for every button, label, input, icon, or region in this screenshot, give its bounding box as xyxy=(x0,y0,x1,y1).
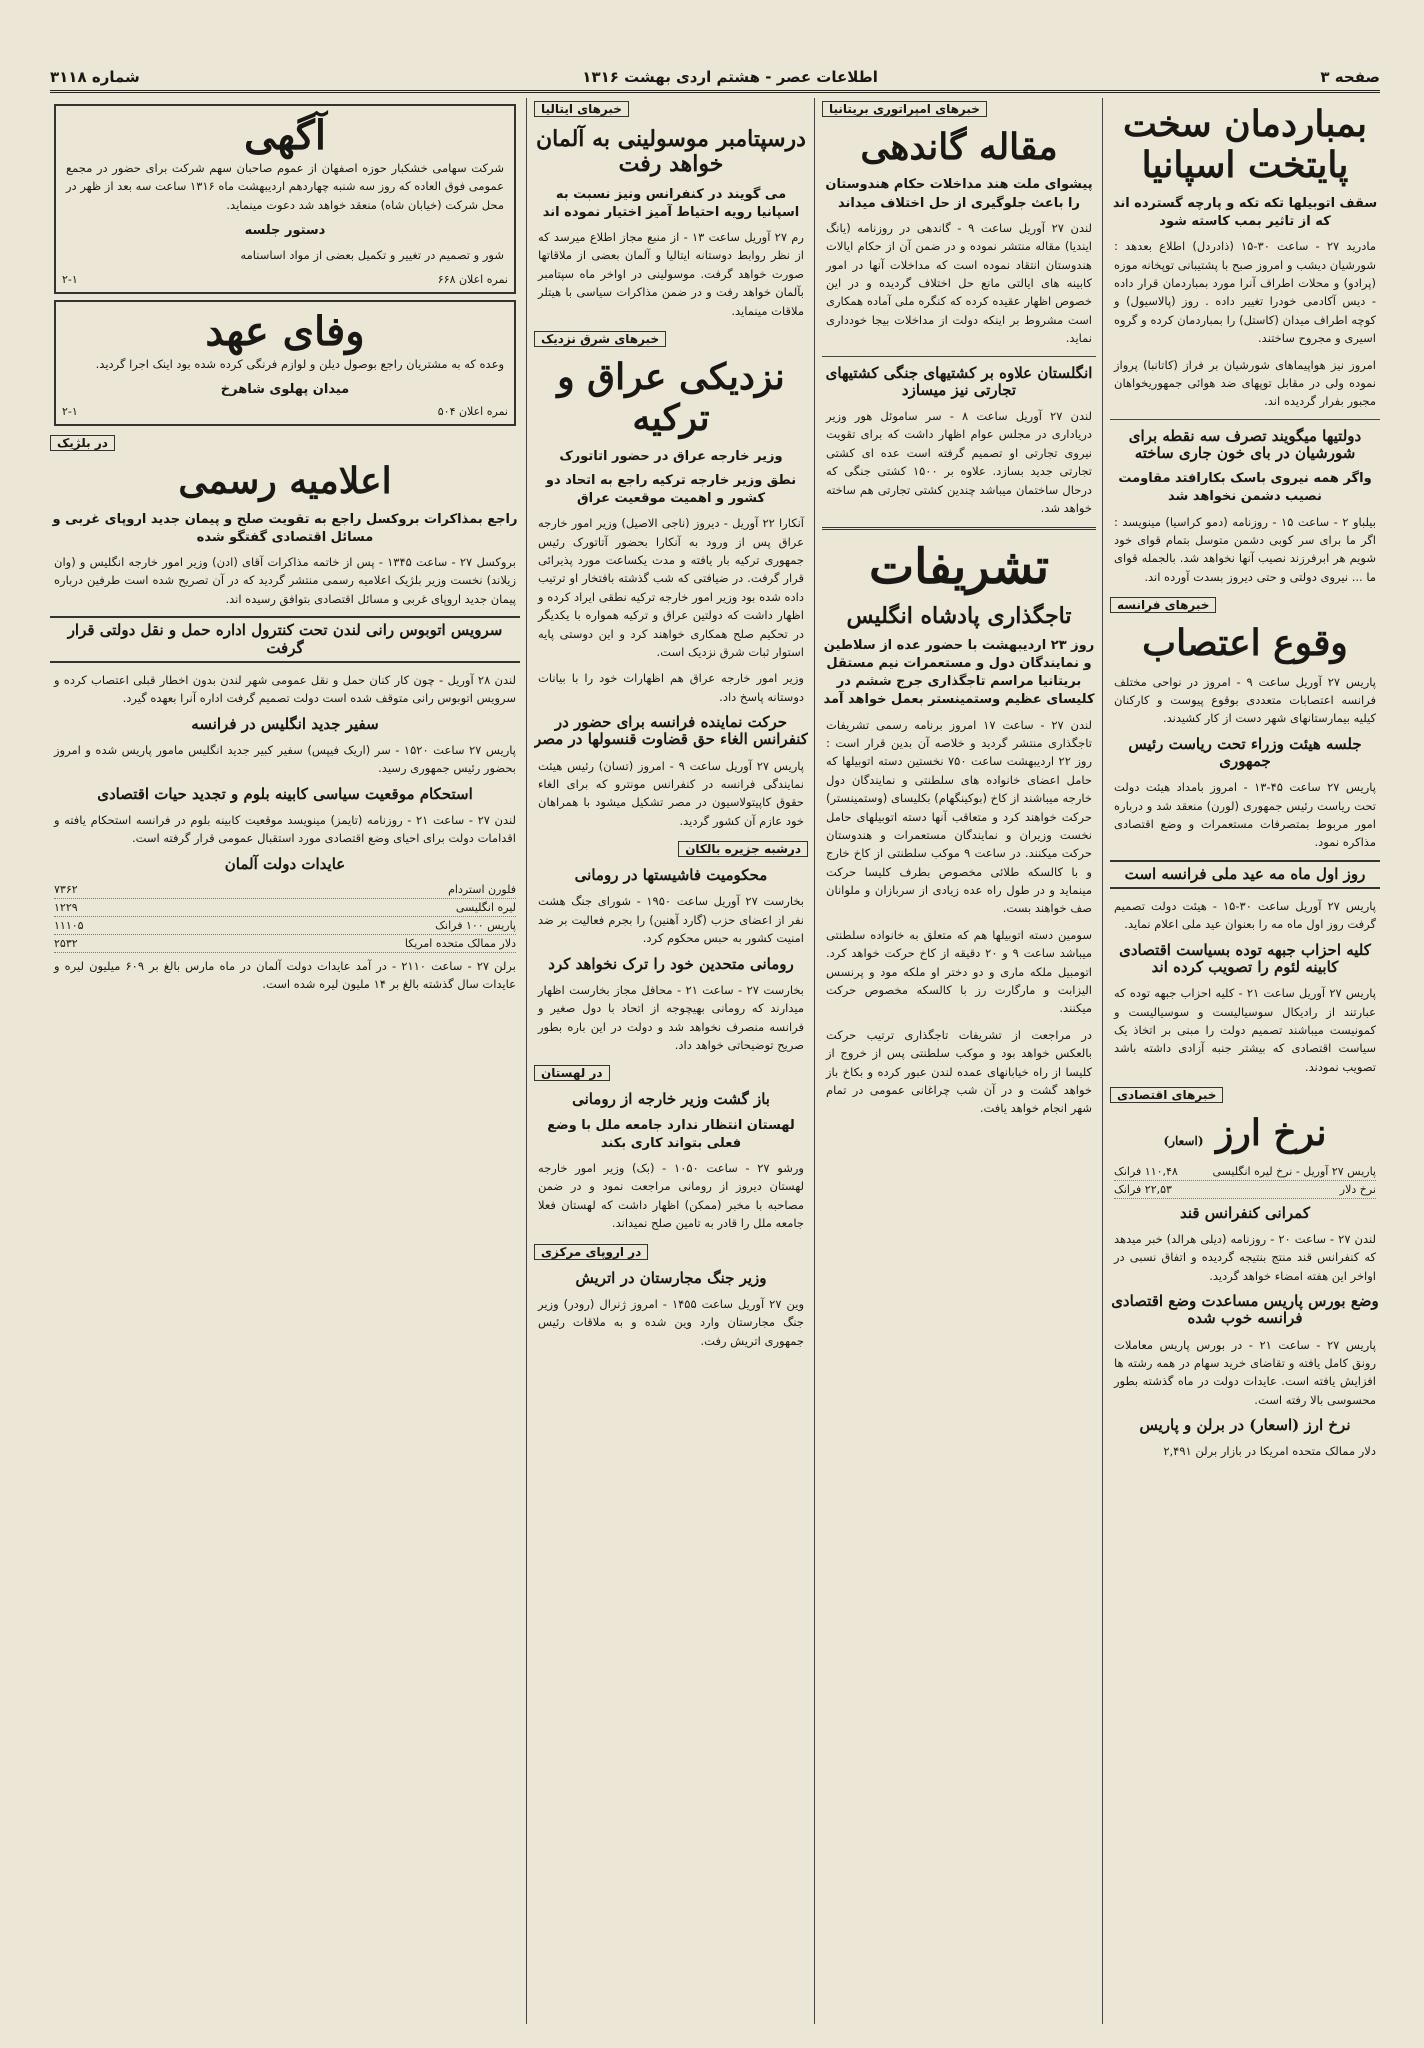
headline-sugar-conference: کمرانی کنفرانس قند xyxy=(1180,1203,1310,1222)
article-blum-cabinet: لندن ۲۷ - ساعت ۲۱ - روزنامه (تایمز) مینویسد موقعیت کابینه بلوم در فرانسه استحکام یافته و اقدامات دولت برای احیای وضع اقتصادی مورد استقبال عمومی قرار گرفته است. xyxy=(54,812,516,846)
headline-popular-front: کلیه احزاب جبهه توده بسیاست اقتصادی کابینه لئوم را تصویب کرده اند xyxy=(1119,940,1371,977)
column-spain-france xyxy=(1110,98,1380,2024)
section-tag-central-europe: در اروپای مرکزی xyxy=(534,1244,648,1260)
article-romania-allies: بخارست ۲۷ - ساعت ۲۱ - محافل مجاز بخارست اظهار میدارند که رومانی بهیچوجه از اتحاد با دول صغیر و فرانسه منصرف نخواهد شد و دولت در این باره بطور صریح توضیحاتی خواهد داد. xyxy=(538,982,804,1053)
headline-german-revenue: عایدات دولت آلمان xyxy=(224,854,346,873)
article-german-revenue: برلن ۲۷ - ساعت ۲۱۱۰ - در آمد عایدات دولت آلمان در ماه مارس بالغ بر ۶۰۹ میلیون لیره و عایدات سال گذشته بالغ بر ۱۴ ملیون لیره شده است. xyxy=(54,958,516,992)
article-mussolini: رم ۲۷ آوریل ساعت ۱۳ - از منبع مجاز اطلاع میرسد که از نظر روابط دوستانه ایتالیا و آلمان بعضی از ملاقاتها صورت خواهد گرفت. موسولینی در اواخر ماه سپتامبر بآلمان خواهد رفت و در ضمن مذاکرات سیاسی با هیتلر ملاقات مینماید. xyxy=(538,229,804,318)
currency-label: دلار ممالک متحده امریکا xyxy=(404,936,516,950)
ad-footer xyxy=(62,273,508,286)
advertisement-promise xyxy=(54,300,516,427)
headline-bilbao: دولتیها میگویند تصرف سه نقطه برای شورشیان در بای خون جاری ساخته xyxy=(1128,426,1362,462)
ad-number: نمره اعلان ۶۶۸ xyxy=(437,272,508,286)
headline-exchange-rate-text: نرخ ارز xyxy=(1216,1112,1327,1155)
article-berlin-rates: دلار ممالک متحده امریکا در بازار برلن ۲,۴۹۱ xyxy=(1163,1444,1376,1459)
headline-poland-minister: باز گشت وزیر خارجه از رومانی xyxy=(572,1090,770,1109)
paper-date-line: اطلاعات عصر - هشتم اردی بهشت ۱۳۱۶ xyxy=(582,68,878,86)
headline-madrid-bombing: بمباردمان سخت پایتخت اسپانیا xyxy=(1122,103,1368,187)
currency-label: فلورن استردام xyxy=(448,882,516,896)
headline-romania-fascists: محکومیت فاشیستها در رومانی xyxy=(574,866,768,885)
page-number: صفحه ۳ xyxy=(1320,68,1380,86)
tag-wrapper xyxy=(534,1062,808,1085)
subhead-iraq-turkey-2: نطق وزیر خارجه ترکیه راجع به اتحاد دو کشور و اهمیت موقعیت عراق xyxy=(545,472,797,507)
subhead-official-statement: راجع بمذاکرات بروکسل راجع به تقویت صلح و پیمان جدید اروپای غربی و مسائل اقتصادی گفتگو شده xyxy=(52,511,518,545)
table-row xyxy=(1114,1181,1376,1199)
currency-label: لیره انگلیسی xyxy=(455,900,516,914)
divider xyxy=(1110,419,1380,420)
tag-wrapper xyxy=(534,1241,808,1264)
rate-label: پاریس ۲۷ آوریل - نرخ لیره انگلیسی xyxy=(1212,1164,1376,1178)
column-rule xyxy=(1102,98,1103,2024)
advertisement-notice xyxy=(54,104,516,294)
columns xyxy=(50,98,1380,2024)
ad-code: ۲-۱ xyxy=(62,272,78,286)
column-italy-neareast xyxy=(534,98,808,2024)
article-sugar-conference: لندن ۲۷ - ساعت ۲۰ - روزنامه (دیلی هرالد) خبر میدهد که کنفرانس قند منتج بنتیجه گردیده و اتفاق نسبی در اواخر این هفته امضاء خواهد گردید. xyxy=(1114,1231,1376,1283)
tag-wrapper xyxy=(1110,1084,1380,1107)
rate-label: نرخ دلار xyxy=(1339,1182,1376,1196)
section-tag-britain: خبرهای امپراتوری بریتانیا xyxy=(822,101,987,117)
headline-iraq-turkey: نزدیکی عراق و ترکیه xyxy=(557,355,785,440)
table-row xyxy=(54,917,516,935)
table-row xyxy=(54,935,516,953)
article-coronation-2: سومین دسته اتوبیلها هم که متعلق به خانواده سلطنتی میباشد ساعت ۹ و ۲۰ دقیقه از کاخ حرکت خواهد کرد. اتومبیل ملکه ماری و دو دختر او ملکه مود و پرنسس الیزابت و مارگارت رز با کالسکه مخصوص حرکت میکنند. xyxy=(826,927,1092,1016)
divider xyxy=(822,527,1096,530)
headline-cabinet-meeting: جلسه هیئت وزراء تحت ریاست رئیس جمهوری xyxy=(1128,734,1362,770)
headline-exchange-rate-sub: (اسعار) xyxy=(1163,1134,1204,1149)
article-paris-bourse: پاریس ۲۷ - ساعت ۲۱ - در بورس پاریس معاملات رونق کامل یافته و تقاضای خرید سهام در همه رشته ها افزایش یافته است. عایدات دولت در ماه گذشته بطور محسوسی بالا رفته است. xyxy=(1114,1337,1376,1407)
subhead-madrid: سقف اتوبیلها تکه تکه و پارچه گسترده اند که از تاثیر بمب کاسته شود xyxy=(1112,195,1378,229)
ad-code: ۲-۱ xyxy=(62,405,78,419)
article-romania-fascists: بخارست ۲۷ آوریل ساعت ۱۹۵۰ - شورای جنگ هشت نفر از اعضای حزب (گارد آهنین) را بجرم فعالیت بر ضد امنیت کشور به حبس محکوم کرد. xyxy=(538,894,804,946)
ad-body-promise: وعده که به مشتریان راجع بوصول دیلن و لوازم فرنگی کرده شده بود اینک اجرا گردید. xyxy=(95,356,504,371)
headline-london-bus: سرویس اتوبوس رانی لندن تحت کنترول اداره حمل و نقل دولتی قرار گرفت xyxy=(50,616,520,663)
article-official-statement: بروکسل ۲۷ - ساعت ۱۳۴۵ - پس از خاتمه مذاکرات آقای (ادن) وزیر امور خارجه انگلیس و (وان زیلاند) نخست وزیر بلژیک اعلامیه رسمی منتشر گردید که در آن تصریح شده است طرفین درباره پیمان جدید اروپای غربی و مسائل اقتصادی بتوافق رسیده اند. xyxy=(54,555,516,606)
tag-wrapper xyxy=(1110,594,1380,617)
rate-value: ۲۲,۵۳ فرانک xyxy=(1114,1182,1172,1196)
section-tag-poland: در لهستان xyxy=(534,1065,610,1081)
section-tag-economy: خبرهای اقتصادی xyxy=(1110,1087,1223,1103)
headline-merchant-ships: انگلستان علاوه بر کشتیهای جنگی کشتیهای تجارتی نیز میسازد xyxy=(825,363,1093,399)
article-popular-front: پاریس ۲۷ آوریل ساعت ۲۱ - کلیه احزاب جبهه توده که عبارتند از رادیکال سوسیالیست و سوسیالیست و کمونیست میباشند تصمیم دولت را مبنی بر اتخاذ یک سیاست اقتصادی که بیشتر جنبه آزادی داشته باشد تصویب نمودند. xyxy=(1114,986,1376,1074)
column-rule xyxy=(526,98,527,2024)
article-hungary-minister: وین ۲۷ آوریل ساعت ۱۴۵۵ - امروز ژنرال (رودر) وزیر جنگ مجارستان وارد وین شده و به ملاقات رئیس جمهوری اتریش رفت. xyxy=(538,1296,804,1348)
article-new-ambassador: پاریس ۲۷ ساعت ۱۵۲۰ - سر (اریک فیپس) سفیر کبیر جدید انگلیس مامور پاریس شده و امروز بحضور رئیس جمهوری رسید. xyxy=(54,742,517,776)
currency-label: پاریس ۱۰۰ فرانک xyxy=(435,918,516,932)
ad-agenda-title: دستور جلسه xyxy=(244,223,326,239)
ad-title-promise: وفای عهد xyxy=(205,307,365,355)
tag-wrapper xyxy=(50,432,520,455)
article-iraq-turkey-2: وزیر امور خارجه عراق هم اظهارات خود را با بیانات دوستانه پاسخ داد. xyxy=(538,671,804,704)
masthead xyxy=(50,64,1380,93)
ad-title-notice: آگهی xyxy=(244,112,326,159)
headline-berlin-rates: نرخ ارز (اسعار) در برلن و پاریس xyxy=(1139,1416,1351,1435)
article-strike: پاریس ۲۷ آوریل ساعت ۹ - امروز در نواحی مختلف فرانسه اعتصابات متعددی بوقوع پیوست و کارکنان کیلیه بیمارستانهای شهر دست از کار کشیدند. xyxy=(1114,674,1376,726)
article-london-bus: لندن ۲۸ آوریل - چون کار کنان حمل و نقل عمومی شهر لندن بدون اخطار قبلی اعتصاب کرده و سرویس اتوبوس رانی متوقف شده است دولت تصمیم گرفت اداره آنرا بعهده گیرد. xyxy=(54,672,516,706)
headline-egypt-conference: حرکت نماینده فرانسه برای حضور در کنفرانس الغاء حق قضاوت قنسولها در مصر xyxy=(534,713,808,749)
divider xyxy=(822,356,1096,357)
headline-blum-cabinet: استحکام موقعیت سیاسی کابینه بلوم و تجدید حیات اقتصادی xyxy=(97,784,473,803)
article-may-day: پاریس ۲۷ آوریل ساعت ۳۰-۱۵ - هیئت دولت تصمیم گرفت روز اول ماه مه را بعنوان عید ملی اعلام نماید. xyxy=(1114,898,1376,932)
headline-may-day: روز اول ماه مه عید ملی فرانسه است xyxy=(1110,860,1380,889)
currency-value: ۲۵۳۲ xyxy=(54,936,78,950)
subhead-gandhi: پیشوای ملت هند مداخلات حکام هندوستان را باعث جلوگیری از حل اختلاف میداند xyxy=(825,177,1093,211)
rate-value: ۱۱۰,۴۸ فرانک xyxy=(1114,1164,1178,1178)
ad-agenda: شور و تصمیم در تغییر و تکمیل بعضی از مواد اساسنامه xyxy=(240,248,504,263)
subhead-bilbao: واگر همه نیروی باسک بکارافتد مقاومت نصیب دشمن نخواهد شد xyxy=(1118,471,1372,505)
currency-value: ۱۱۱۰۵ xyxy=(54,918,84,932)
article-madrid-2: امروز نیز هواپیماهای شورشیان بر فراز (کاتانبا) پرواز نموده ولی در مقابل توپهای ضد هوائی جمهوریخواهان مجبور بفرار گردیده اند. xyxy=(1114,357,1376,409)
article-madrid: مادرید ۲۷ - ساعت ۳۰-۱۵ (ذادردل) اطلاع بعدهد : شورشیان دیشب و امروز صبح با پشتیبانی توپخانه موزه (پرادو) و محلات اطراف آنرا مورد بمباردمان قرار داده - دیس آکادمی خودرا تغییر داده . روز (پالاسیول) و کوچه اطراف میدان (کاستل) را بمباردمان کرده و گروه اسیری و مجروح ساختند. xyxy=(1114,239,1376,346)
tag-wrapper xyxy=(534,838,808,861)
article-cabinet-meeting: پاریس ۲۷ ساعت ۴۵-۱۳ - امروز بامداد هیئت دولت تحت ریاست رئیس جمهوری (لورن) منعقد شد و درباره امور مربوط بمتصرفات مستعمرات و وضع اقتصادی مذاکره نمود. xyxy=(1114,780,1376,850)
section-tag-italy: خبرهای ایتالیا xyxy=(534,101,629,117)
ad-footer xyxy=(62,405,508,418)
article-egypt-conference: پاریس ۲۷ آوریل ساعت ۹ - امروز (تسان) رئیس هیئت نمایندگی فرانسه در کنفرانس مونترو که برای الغاء حقوق کاپیتولاسیون در مصر تشکیل میشود با همراهان خود عازم آن کشور گردید. xyxy=(538,758,804,828)
article-gandhi: لندن ۲۷ آوریل ساعت ۹ - گاندهی در روزنامه (یانگ ایندیا) مقاله منتشر نموده و در ضمن آن از حکام ایالات هندوستان انتقاد نموده است که مداخلات آنها در امور کابینه های ایالتی مانع حل اختلاف گردیده و در این خصوص اظهار عقیده کرده که کنگره ملی آماده همکاری است مشروط بر اینکه دولت از مداخلات بیجا خودداری نماید. xyxy=(826,220,1092,346)
headline-romania-allies: رومانی متحدین خود را ترک نخواهد کرد xyxy=(548,954,794,973)
currency-value: ۷۳۶۲ xyxy=(54,882,78,896)
subhead-mussolini: می گویند در کنفرانس ونیز نسبت به اسپانیا رویه احتیاط آمیز اختیار نموده اند xyxy=(542,186,800,220)
column-britain xyxy=(822,98,1096,2024)
tag-wrapper xyxy=(534,328,808,351)
subhead-poland-minister: لهستان انتظار ندارد جامعه ملل با وضع فعلی بتواند کاری بکند xyxy=(547,1117,795,1151)
column-rule xyxy=(814,98,815,2024)
section-tag-belgium: در بلژیک xyxy=(50,435,115,451)
ad-number: نمره اعلان ۵۰۴ xyxy=(437,405,508,419)
table-row xyxy=(54,881,516,899)
ad-place: میدان پهلوی شاهرخ xyxy=(220,382,350,398)
currency-table xyxy=(54,881,516,953)
headline-official-statement: اعلامیه رسمی xyxy=(178,460,392,503)
subhead-coronation-2: روز ۲۳ اردیبهشت با حضور عده از سلاطین و نمایندگان دول و مستعمرات نیم مستقل بریتانیا مراسم تاجگذاری جرج ششم در کلیسای عظیم وستمینستر بعمل خواهد آمد xyxy=(823,637,1095,708)
headline-mussolini: درسپتامبر موسولینی به آلمان خواهد رفت xyxy=(536,126,806,178)
section-tag-france: خبرهای فرانسه xyxy=(1110,597,1216,613)
subhead-iraq-turkey: وزیر خارجه عراق در حضور اتاتورک xyxy=(559,448,783,464)
tag-wrapper xyxy=(822,98,1096,121)
tag-wrapper xyxy=(534,98,808,121)
article-merchant-ships: لندن ۲۷ آوریل ساعت ۸ - سر ساموئل هور وزیر دریاداری در مجلس عوام اظهار داشت که برای تقویت نیروی تجارتی او تصمیم گرفته است عده ای کشتی تجارتی جدید بسازد. علاوه بر ۱۵۰۰ کشتی جنگی که درحال ساختمان میباشد چندین کشتی تجارتی هم ساخته خواهد شد. xyxy=(826,409,1092,515)
headline-strike: وقوع اعتصاب xyxy=(1142,622,1348,665)
headline-new-ambassador: سفیر جدید انگلیس در فرانسه xyxy=(191,714,379,733)
article-coronation: لندن ۲۷ - ساعت ۱۷ امروز برنامه رسمی تشریفات تاجگذاری منتشر گردید و خلاصه آن بدین قرار است : روز ۲۲ اردیبهشت ساعت ۷۵۰ نخستین دسته اتوبیلها که حامل اعضای خانواده های سلطنتی و نمایندگان دول خارجه میباشند از کاخ (بوکینگهام) بکلیسای (وستمینستر) حرکت خواهند کرد و متعاقب آنها دسته اتوبیلهای حامل نخست وزیران و نمایندگان مستعمرات و هندوستان حرکت میکنند. در ساعت ۹ موکب سلطنتی از کاخ خارج و با کالسکه طلائی مخصوص بطرف کلیسا حرکت مینماید و در طول راه عده زیادی از سربازان و ملوانان صف خواهند بست. xyxy=(826,717,1093,916)
headline-hungary-minister: وزیر جنگ مجارستان در اتریش xyxy=(575,1268,767,1287)
headline-paris-bourse: وضع بورس پاریس مساعدت وضع اقتصادی فرانسه خوب شده xyxy=(1111,1292,1379,1328)
exchange-rate-table xyxy=(1114,1163,1376,1199)
headline-gandhi: مقاله گاندهی xyxy=(860,126,1058,168)
article-coronation-3: در مراجعت از تشریفات تاجگذاری ترتیب حرکت بالعکس خواهد بود و موکب سلطنتی پس از خروج از کلیسا از راه خیابانهای عمده لندن عبور کرده و بکاخ باز خواهد گشت و در آن شب چراغانی عمومی در تمام شهر انجام خواهد یافت. xyxy=(826,1027,1092,1116)
article-poland-minister: ورشو ۲۷ - ساعت ۱۰۵۰ - (بک) وزیر امور خارجه لهستان دیروز از رومانی مراجعت نمود و در ضمن مصاحبه با مخبر (ممکن) اظهار داشت که لهستان فعلا جامعه ملل را قادر به تامین صلح نمیداند. xyxy=(538,1161,804,1231)
article-bilbao: بیلباو ۲ - ساعت ۱۵ - روزنامه (دمو کراسیا) مینویسد : اگر ما برای سر کوبی دشمن متوسل بتمام قوای خود شویم هر ابرفرزند نصیب آنها نخواهد شد. بالجمله قوای ما ... نیروی دولتی و حتی دیروز بسدت آورده اند. xyxy=(1114,514,1376,584)
issue-number: شماره ۳۱۱۸ xyxy=(50,68,140,86)
headline-exchange-rate xyxy=(1110,1113,1380,1154)
table-row xyxy=(54,899,516,917)
section-tag-near-east: خبرهای شرق نزدیک xyxy=(534,331,666,347)
currency-value: ۱۲۲۹ xyxy=(54,900,78,914)
subhead-coronation: تاجگذاری پادشاه انگلیس xyxy=(846,602,1072,629)
ad-body-notice: شرکت سهامی خشکبار حوزه اصفهان از عموم صاحبان سهم شرکت برای حضور در مجمع عمومی فوق العاده که روز سه شنبه چهاردهم اردیبهشت ماه ۱۳۱۶ ساعت سه بعد از ظهر در محل شرکت (خیابان شاه) منعقد خواهد شد دعوت مینماید. xyxy=(65,161,504,212)
headline-ceremonies: تشریفات xyxy=(868,539,1050,596)
article-iraq-turkey: آنکارا ۲۲ آوریل - دیروز (ناجی الاصیل) وزیر امور خارجه عراق پس از ورود به آنکارا بحضور آتاتورک رئیس جمهوری ترکیه بار یافته و مدت یکساعت مورد پذیرائی قرار گرفت. در ضیافتی که شب گذشته بافتخار او ترتیب داده شده بود وزیر امور خارجه ترکیه نطقی ایراد کرده و اظهار داشت که دولتین عراق و ترکیه همواره با یکدیگر در تحکیم صلح همکاری خواهند کرد و این دوستی پایه استوار ثبات شرق نزدیک است. xyxy=(538,516,804,659)
table-row xyxy=(1114,1163,1376,1181)
section-tag-balkans: درشبه جزیره بالکان xyxy=(678,841,808,857)
column-ads-belgium xyxy=(50,98,520,2024)
